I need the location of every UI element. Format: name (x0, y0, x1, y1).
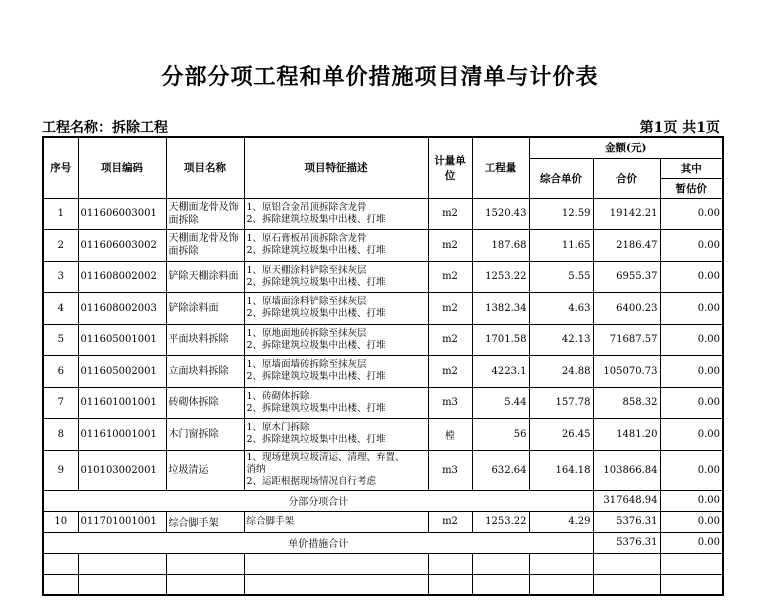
cell-desc (244, 261, 428, 293)
desc-line: 1、原铝合金吊顶拆除含龙骨 (246, 201, 367, 213)
cell-unit: 樘 (428, 419, 472, 451)
cell-unit: m2 (428, 511, 472, 532)
blank-cell (660, 553, 723, 574)
cell-name: 砖砌体拆除 (166, 387, 244, 419)
desc-line: 1、砖砌体拆除 (246, 390, 310, 402)
cell-desc (244, 419, 428, 451)
cell-total: 858.32 (593, 387, 660, 419)
table-row (43, 230, 723, 262)
blank-cell (593, 553, 660, 574)
header-desc: 项目特征描述 (244, 137, 428, 198)
cell-qty: 4223.1 (472, 356, 529, 388)
subtotal-row (43, 532, 723, 553)
desc-line: 2、拆除建筑垃圾集中出楼、打堆 (246, 276, 386, 288)
cell-desc (244, 387, 428, 419)
cell-name: 天棚面龙骨及饰面拆除 (166, 198, 244, 230)
cell-seq: 2 (43, 230, 78, 262)
desc-line: 1、原石膏板吊顶拆除含龙骨 (246, 233, 367, 245)
blank-cell (660, 574, 723, 595)
cell-seq: 5 (43, 324, 78, 356)
cell-unit: m2 (428, 356, 472, 388)
cell-qty: 5.44 (472, 387, 529, 419)
desc-line: 1、原天棚涂料铲除至抹灰层 (246, 264, 367, 276)
cell-unit: m2 (428, 324, 472, 356)
cell-code: 011606003002 (78, 230, 166, 262)
cell-desc (244, 356, 428, 388)
cell-total: 103866.84 (593, 450, 660, 490)
cell-qty: 56 (472, 419, 529, 451)
subtotal-row (43, 490, 723, 511)
desc-line: 1、原墙面墙砖拆除至抹灰层 (246, 359, 367, 371)
cell-price: 42.13 (529, 324, 593, 356)
cell-price: 24.88 (529, 356, 593, 388)
blank-cell (244, 553, 428, 574)
cell-code: 011701001001 (78, 511, 166, 532)
cell-price: 157.78 (529, 387, 593, 419)
desc-line: 1、原地面地砖拆除至抹灰层 (246, 327, 367, 339)
cell-price: 5.55 (529, 261, 593, 293)
cell-total: 6400.23 (593, 293, 660, 325)
subtotal-label: 单价措施合计 (43, 532, 593, 553)
cell-qty: 1701.58 (472, 324, 529, 356)
cell-code: 011610001001 (78, 419, 166, 451)
blank-row (43, 574, 723, 595)
subtotal-total: 5376.31 (593, 532, 660, 553)
cell-seq: 1 (43, 198, 78, 230)
cell-total: 71687.57 (593, 324, 660, 356)
cell-prov: 0.00 (660, 324, 723, 356)
blank-cell (593, 574, 660, 595)
blank-cell (529, 553, 593, 574)
subtotal-prov: 0.00 (660, 490, 723, 511)
cell-qty: 1253.22 (472, 511, 529, 532)
cell-qty: 632.64 (472, 450, 529, 490)
cell-price: 26.45 (529, 419, 593, 451)
cell-qty: 1520.43 (472, 198, 529, 230)
blank-cell (529, 574, 593, 595)
blank-cell (428, 553, 472, 574)
cell-code: 011605001001 (78, 324, 166, 356)
cell-desc: 综合脚手架 (244, 511, 428, 532)
desc-line: 消纳 (246, 464, 266, 475)
cell-total: 2186.47 (593, 230, 660, 262)
header-provisional: 暂估价 (660, 178, 723, 198)
cell-prov: 0.00 (660, 293, 723, 325)
cell-price: 12.59 (529, 198, 593, 230)
header-among: 其中 (660, 158, 723, 178)
cell-name: 立面块料拆除 (166, 356, 244, 388)
blank-cell (472, 574, 529, 595)
subtotal-total: 317648.94 (593, 490, 660, 511)
blank-cell (43, 574, 78, 595)
cell-name: 木门窗拆除 (166, 419, 244, 451)
cell-prov: 0.00 (660, 230, 723, 262)
desc-line: 2、拆除建筑垃圾集中出楼、打堆 (246, 339, 386, 351)
desc-line: 1、现场建筑垃圾清运、清理、弃置、 (246, 452, 405, 463)
cell-name: 天棚面龙骨及饰面拆除 (166, 230, 244, 262)
cell-unit: m2 (428, 230, 472, 262)
header-name: 项目名称 (166, 137, 244, 198)
blank-cell (43, 553, 78, 574)
cell-prov: 0.00 (660, 511, 723, 532)
project-name: 工程名称：拆除工程 (42, 120, 168, 136)
blank-cell (78, 553, 166, 574)
cell-desc (244, 450, 428, 490)
cell-seq: 6 (43, 356, 78, 388)
cell-name: 铲除涂料面 (166, 293, 244, 325)
cell-desc (244, 198, 428, 230)
desc-line: 2、运距根据现场情况自行考虑 (246, 476, 377, 487)
cell-desc (244, 230, 428, 262)
cell-code: 011605002001 (78, 356, 166, 388)
cell-unit: m2 (428, 261, 472, 293)
blank-cell (428, 574, 472, 595)
cell-price: 4.63 (529, 293, 593, 325)
cell-desc (244, 324, 428, 356)
table-row (43, 419, 723, 451)
subtotal-prov: 0.00 (660, 532, 723, 553)
cell-code: 011608002003 (78, 293, 166, 325)
cell-prov: 0.00 (660, 419, 723, 451)
cell-desc (244, 293, 428, 325)
blank-cell (244, 574, 428, 595)
blank-cell (166, 574, 244, 595)
desc-line: 1、原墙面涂料铲除至抹灰层 (246, 296, 367, 308)
table-row (43, 293, 723, 325)
desc-line: 2、拆除建筑垃圾集中出楼、打堆 (246, 213, 386, 225)
cell-code: 011608002002 (78, 261, 166, 293)
subtotal-label: 分部分项合计 (43, 490, 593, 511)
cell-total: 5376.31 (593, 511, 660, 532)
cell-name: 铲除天棚涂料面 (166, 261, 244, 293)
cell-qty: 1382.34 (472, 293, 529, 325)
header-amount: 金额(元) (529, 137, 723, 158)
cell-prov: 0.00 (660, 356, 723, 388)
cell-seq: 10 (43, 511, 78, 532)
cell-name: 平面块料拆除 (166, 324, 244, 356)
pricing-table (42, 136, 724, 596)
blank-row (43, 553, 723, 574)
cell-seq: 3 (43, 261, 78, 293)
page-title: 分部分项工程和单价措施项目清单与计价表 (161, 64, 599, 90)
cell-total: 105070.73 (593, 356, 660, 388)
desc-line: 2、拆除建筑垃圾集中出楼、打堆 (246, 434, 386, 446)
blank-cell (472, 553, 529, 574)
cell-prov: 0.00 (660, 450, 723, 490)
header-total: 合价 (593, 158, 660, 198)
table-row (43, 198, 723, 230)
desc-line: 2、拆除建筑垃圾集中出楼、打堆 (246, 402, 386, 414)
cell-seq: 4 (43, 293, 78, 325)
header-unit: 计量单位 (428, 137, 472, 198)
cell-seq: 8 (43, 419, 78, 451)
header-code: 项目编码 (78, 137, 166, 198)
table-row (43, 387, 723, 419)
header-unit-price: 综合单价 (529, 158, 593, 198)
desc-line: 1、原木门拆除 (246, 422, 310, 434)
cell-price: 11.65 (529, 230, 593, 262)
cell-prov: 0.00 (660, 198, 723, 230)
cell-unit: m3 (428, 450, 472, 490)
cell-unit: m2 (428, 198, 472, 230)
header-qty: 工程量 (472, 137, 529, 198)
desc-line: 2、拆除建筑垃圾集中出楼、打堆 (246, 308, 386, 320)
table-row (43, 356, 723, 388)
cell-price: 164.18 (529, 450, 593, 490)
cell-total: 19142.21 (593, 198, 660, 230)
table-row (43, 450, 723, 490)
cell-seq: 7 (43, 387, 78, 419)
cell-total: 6955.37 (593, 261, 660, 293)
desc-line: 2、拆除建筑垃圾集中出楼、打堆 (246, 245, 386, 257)
cell-code: 011606003001 (78, 198, 166, 230)
cell-unit: m3 (428, 387, 472, 419)
cell-qty: 1253.22 (472, 261, 529, 293)
blank-cell (166, 553, 244, 574)
cell-code: 011601001001 (78, 387, 166, 419)
cell-prov: 0.00 (660, 261, 723, 293)
cell-name: 垃圾清运 (166, 450, 244, 490)
table-row (43, 261, 723, 293)
cell-total: 1481.20 (593, 419, 660, 451)
page-info: 第1页 共1页 (639, 120, 720, 136)
header-seq: 序号 (43, 137, 78, 198)
cell-seq: 9 (43, 450, 78, 490)
table-row (43, 324, 723, 356)
cell-code: 010103002001 (78, 450, 166, 490)
cell-prov: 0.00 (660, 387, 723, 419)
header-row-1 (43, 137, 723, 158)
table-row (43, 511, 723, 532)
blank-cell (78, 574, 166, 595)
cell-qty: 187.68 (472, 230, 529, 262)
cell-price: 4.29 (529, 511, 593, 532)
cell-name: 综合脚手架 (166, 511, 244, 532)
desc-line: 2、拆除建筑垃圾集中出楼、打堆 (246, 371, 386, 383)
cell-unit: m2 (428, 293, 472, 325)
